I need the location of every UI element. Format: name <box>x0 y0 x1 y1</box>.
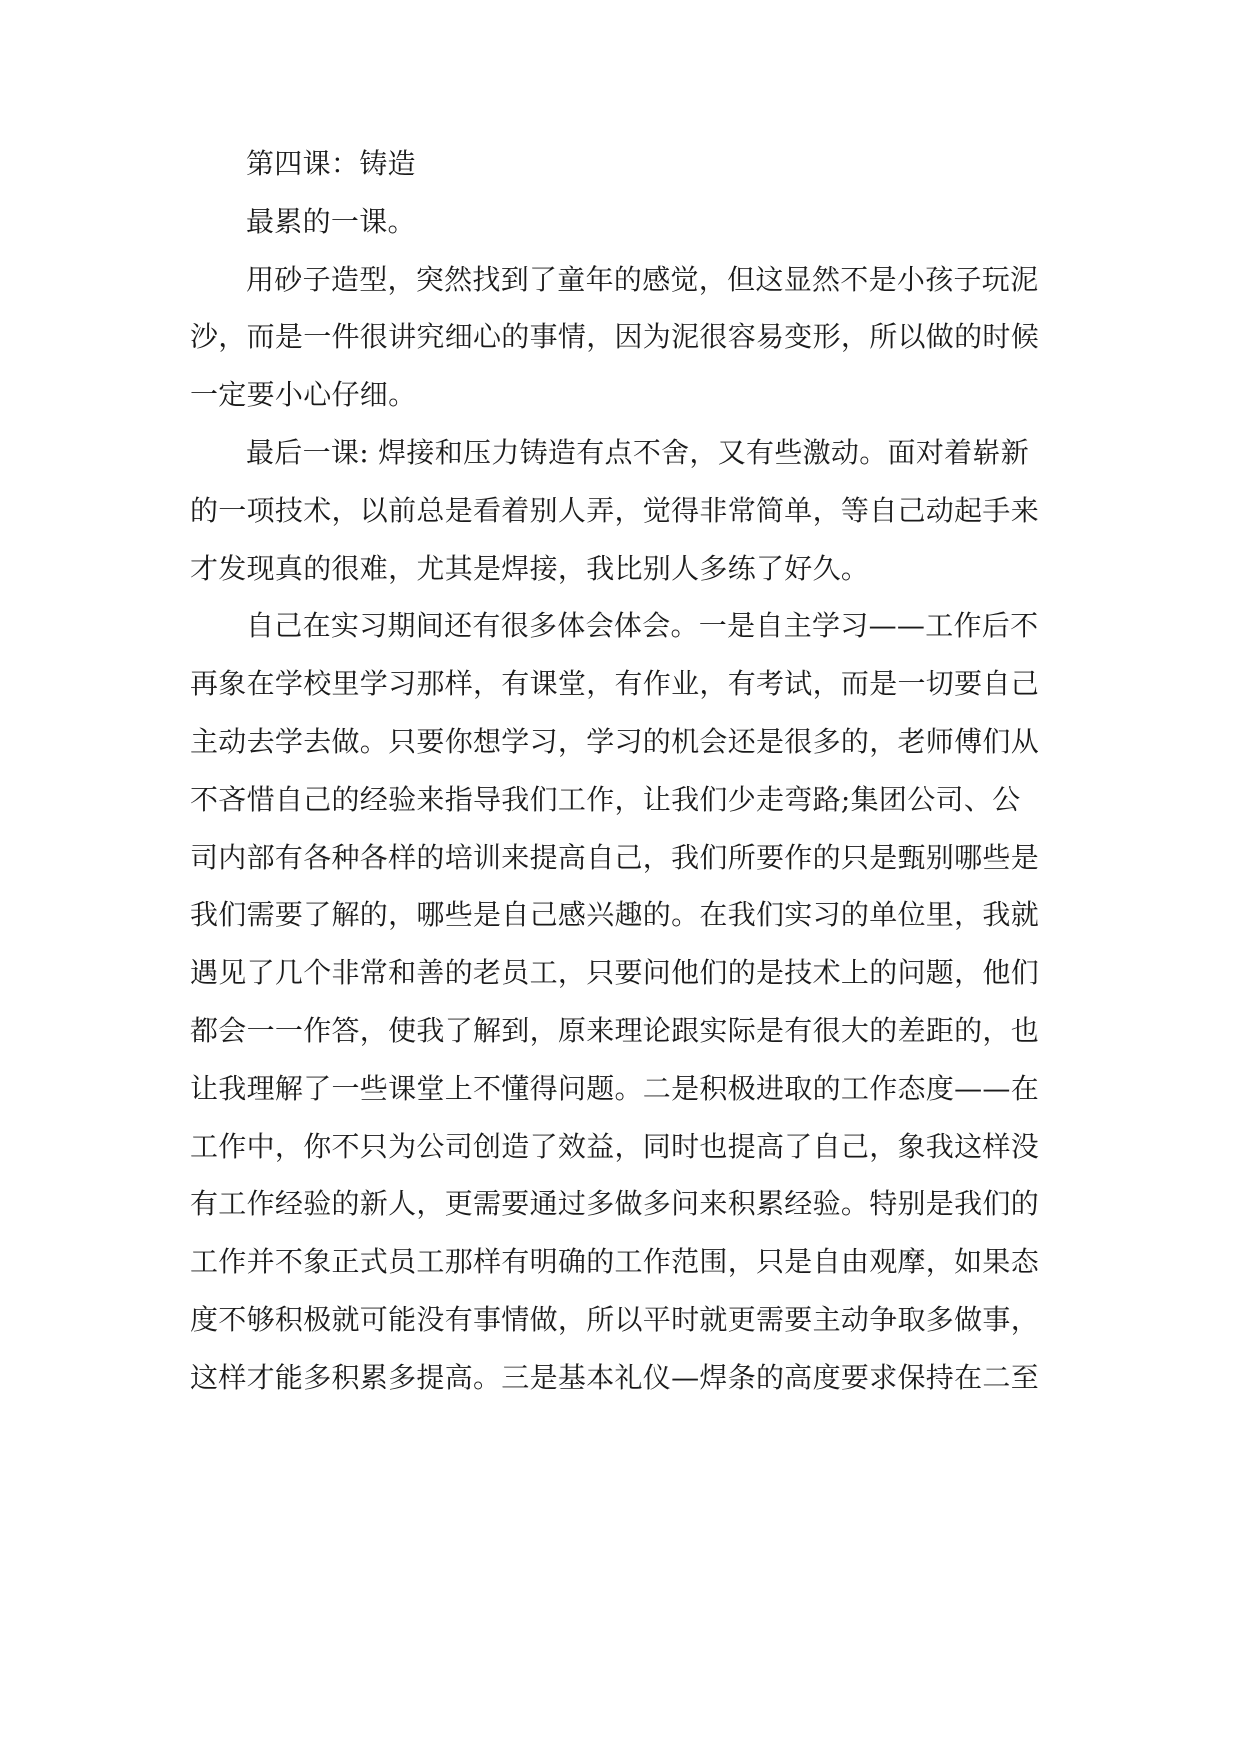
text-line: 司内部有各种各样的培训来提高自己，我们所要作的只是甄别哪些是 <box>190 841 1040 874</box>
text-line: 才发现真的很难，尤其是焊接，我比别人多练了好久。 <box>190 552 870 585</box>
text-line: 沙，而是一件很讲究细心的事情，因为泥很容易变形，所以做的时候 <box>190 320 1040 353</box>
text-line: 都会一一作答，使我了解到，原来理论跟实际是有很大的差距的，也 <box>190 1014 1040 1047</box>
text-line: 让我理解了一些课堂上不懂得问题。二是积极进取的工作态度——在 <box>190 1072 1040 1105</box>
text-line: 工作中，你不只为公司创造了效益，同时也提高了自己，象我这样没 <box>190 1130 1040 1163</box>
text-line: 工作并不象正式员工那样有明确的工作范围，只是自由观摩，如果态 <box>190 1245 1040 1278</box>
text-line: 不吝惜自己的经验来指导我们工作，让我们少走弯路;集团公司、公 <box>190 783 1021 816</box>
text-line: 我们需要了解的，哪些是自己感兴趣的。在我们实习的单位里，我就 <box>190 898 1040 931</box>
text-line: 一定要小心仔细。 <box>190 378 417 411</box>
last-lesson-paragraph: 最后一课: 焊接和压力铸造有点不舍，又有些激动。面对着崭新 <box>246 436 1030 469</box>
text-line: 再象在学校里学习那样，有课堂，有作业，有考试，而是一切要自己 <box>190 667 1040 700</box>
text-line: 度不够积极就可能没有事情做，所以平时就更需要主动争取多做事， <box>190 1303 1040 1336</box>
reflection-paragraph: 自己在实习期间还有很多体会体会。一是自主学习——工作后不 <box>246 609 1039 642</box>
text-line: 这样才能多积累多提高。三是基本礼仪—焊条的高度要求保持在二至 <box>190 1361 1040 1394</box>
text-line: 有工作经验的新人，更需要通过多做多问来积累经验。特别是我们的 <box>190 1187 1040 1220</box>
text-line: 遇见了几个非常和善的老员工，只要问他们的是技术上的问题，他们 <box>190 956 1040 989</box>
lesson-four-heading: 第四课：铸造 <box>246 147 416 180</box>
text-line: 的一项技术，以前总是看着别人弄，觉得非常简单，等自己动起手来 <box>190 494 1040 527</box>
text-line: 主动去学去做。只要你想学习，学习的机会还是很多的，老师傅们从 <box>190 725 1040 758</box>
text-line: 最累的一课。 <box>246 205 416 238</box>
text-line: 用砂子造型，突然找到了童年的感觉，但这显然不是小孩子玩泥 <box>246 263 1039 296</box>
